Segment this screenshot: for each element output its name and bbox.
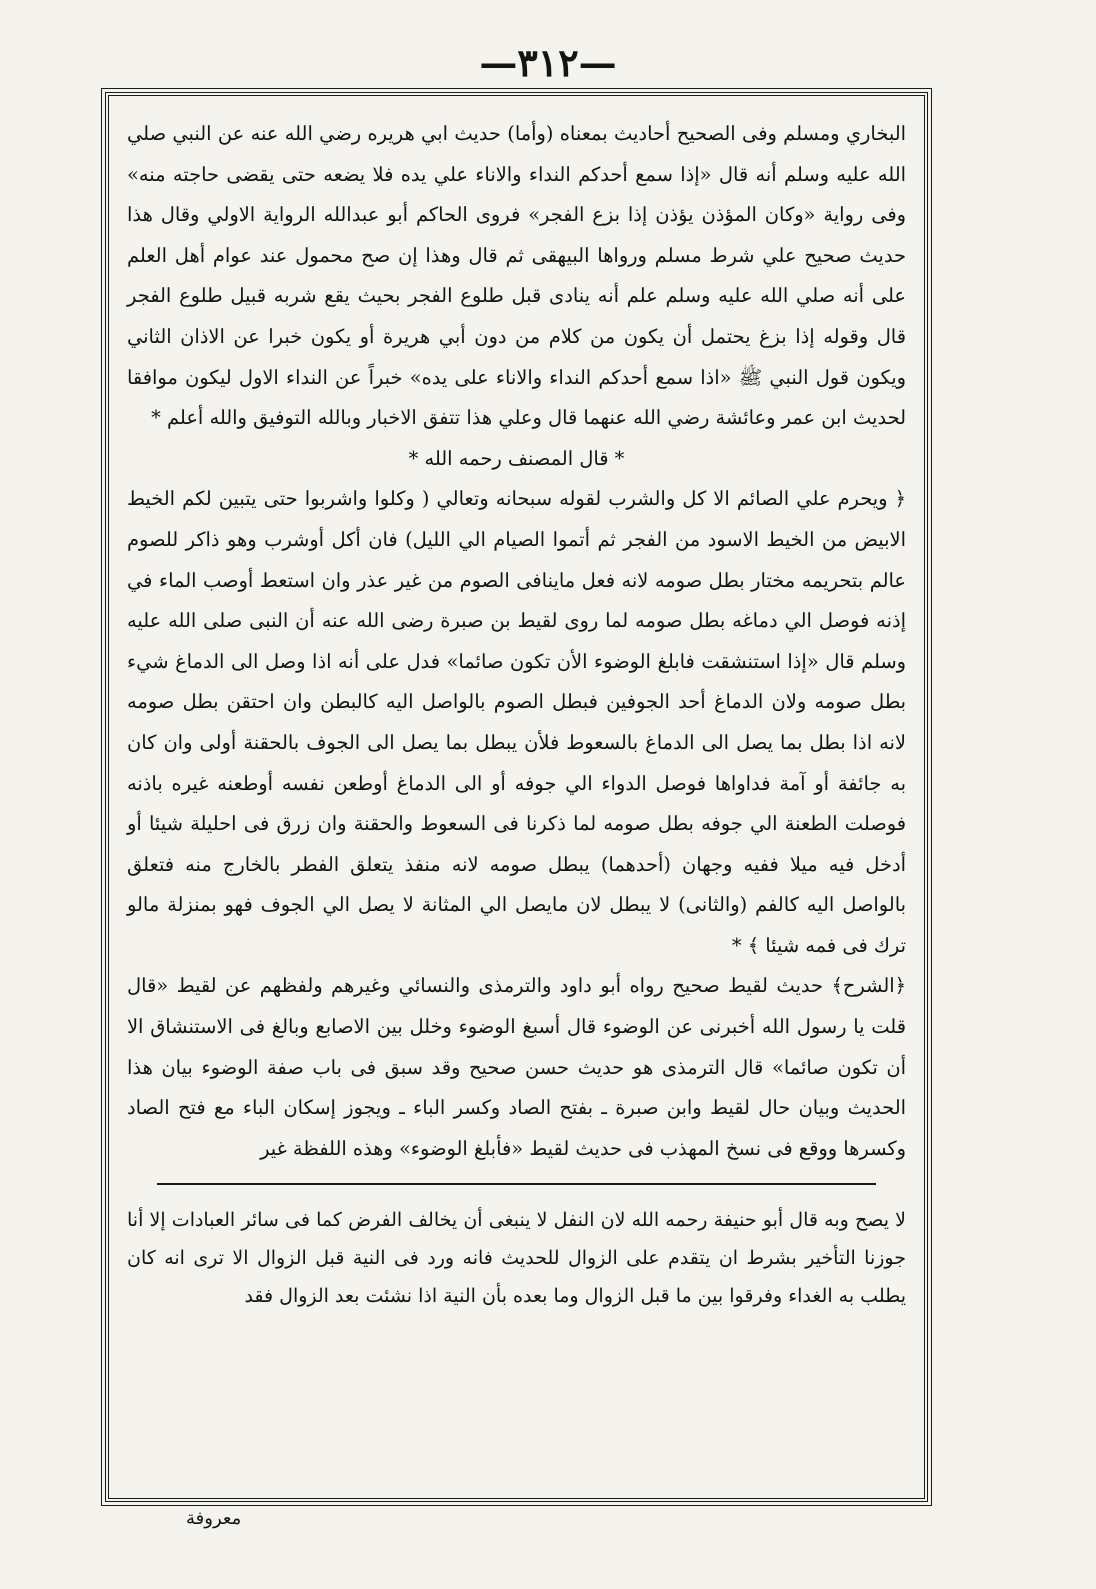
catchword: معروفة	[186, 1508, 242, 1529]
footnote-text: لا يصح وبه قال أبو حنيفة رحمه الله لان النفل لا ينبغى أن يخالف الفرض كما فى سائر العبادات إلا أنا جوزنا التأخير بشرط ان يتقدم على الزوال للحديث فانه ورد فى النية قبل الزوال الا ترى انه كان يطلب به الغداء وفرقوا بين ما قبل الزوال وما بعده بأن النية اذا نشئت بعد الزوال فقد	[127, 1209, 906, 1308]
paragraph-matn: ﴿ ويحرم علي الصائم الا كل والشرب لقوله سبحانه وتعالي ( وكلوا واشربوا حتى يتبين لكم الخيط الابيض من الخيط الاسود من الفجر ثم أتموا الصيام الي الليل) فان أكل أوشرب وهو ذاكر للصوم عالم بتحريمه مختار بطل صومه لانه فعل ماينافى الصوم من غير عذر وان استعط أوصب الماء في إذنه فوصل الي دماغه بطل صومه لما روى لقيط بن صبرة رضى الله عنه أن النبى صلى الله عليه وسلم قال «إذا استنشقت فابلغ الوضوء الأن تكون صائما» فدل على أنه اذا وصل الى الدماغ شيء بطل صومه ولان الدماغ أحد الجوفين فبطل الصوم بالواصل اليه كالبطن وان احتقن بطل صومه لانه اذا بطل بما يصل الى الدماغ بالسعوط فلأن يبطل بما يصل الى الجوف بالحقنة أولى وان كان به جائفة أو آمة فداواها فوصل الدواء الي جوفه أو الى الدماغ أوطعن نفسه أوطعنه غيره باذنه فوصلت الطعنة الي جوفه بطل صومه لما ذكرنا فى السعوط والحقنة وان زرق فى احليلة شيئا أو أدخل فيه ميلا ففيه وجهان (أحدهما) يبطل صومه لانه منفذ يتعلق الفطر بالخارج منه فتعلق بالواصل اليه كالفم (والثانى) لا يبطل لان مايصل الي المثانة لا يصل الي الجوف فهو بمنزلة مالو ترك فى فمه شيئا ﴾ *	[127, 487, 906, 957]
paragraph-sharh: ﴿الشرح﴾ حديث لقيط صحيح رواه أبو داود والترمذى والنسائي وغيرهم ولفظهم عن لقيط «قال قلت يا رسول الله أخبرنى عن الوضوء قال أسبغ الوضوء وخلل بين الاصابع وبالغ فى الاستنشاق الا أن تكون صائما» قال الترمذى هو حديث حسن صحيح وقد سبق فى باب صفة الوضوء بيان هذا الحديث وبيان حال لقيط وابن صبرة ـ بفتح الصاد وكسر الباء ـ ويجوز إسكان الباء مع فتح الصاد وكسرها ووقع فى نسخ المهذب فى حديث لقيط «فأبلغ الوضوء» وهذه اللفظة غير	[127, 974, 906, 1160]
separator-line	[157, 1183, 876, 1185]
page-number: —٣١٢—	[479, 40, 617, 85]
main-text	[127, 114, 906, 1169]
author-heading: * قال المصنف رحمه الله *	[408, 446, 625, 470]
paragraph-hadith-discussion: البخاري ومسلم وفى الصحيح أحاديث بمعناه (وأما) حديث ابي هريره رضي الله عنه عن النبي صلي الله عليه وسلم أنه قال «إذا سمع أحدكم النداء والاناء علي يده فلا يضعه حتى يقضى حاجته منه» وفى رواية «وكان المؤذن يؤذن إذا بزع الفجر» فروى الحاكم أبو عبدالله الرواية الاولي وقال هذا حديث صحيح علي شرط مسلم ورواها البيهقى ثم قال وهذا إن صح محمول عند عوام أهل العلم على أنه صلي الله عليه وسلم علم أنه ينادى قبل طلوع الفجر بحيث يقع شربه قبيل طلوع الفجر قال وقوله إذا بزغ يحتمل أن يكون من كلام من دون أبي هريرة أو يكون خبرا عن الاذان الثاني ويكون قول النبي ﷺ «اذا سمع أحدكم النداء والاناء على يده» خبراً عن النداء الاول ليكون موافقا لحديث ابن عمر وعائشة رضي الله عنهما قال وعلي هذا تتفق الاخبار وبالله التوفيق والله أعلم *	[127, 122, 906, 430]
page-frame	[105, 92, 928, 1502]
